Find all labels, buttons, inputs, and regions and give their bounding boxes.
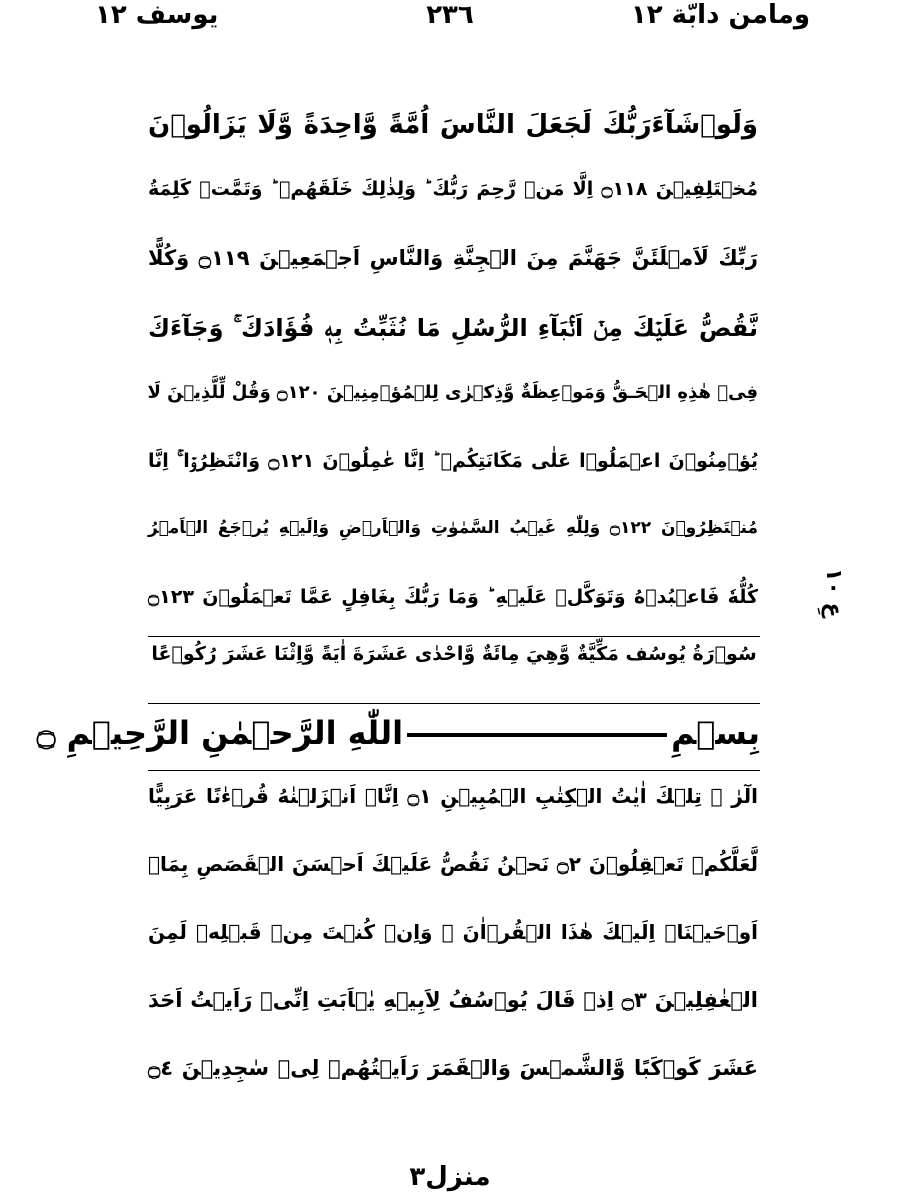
verse-line: عَشَرَ كَوۡكَبًا وَّالشَّمۡسَ وَالۡقَمَرَ رَاَيۡتُهُمۡ لِىۡ سٰجِدِيۡنَ ۝٤ [148,1056,758,1080]
bismillah [36,714,760,752]
verse-line: الۡغٰفِلِيۡنَ ۝٣ اِذۡ قَالَ يُوۡسُفُ لِاَبِيۡهِ يٰۤاَبَتِ اِنِّىۡ رَاَيۡتُ اَحَدَ [148,988,759,1012]
verse-line: اَوۡحَيۡنَاۤ اِلَيۡكَ هٰذَا الۡقُرۡاٰنَ ۖ وَاِنۡ كُنۡتَ مِنۡ قَبۡلِهٖ لَمِنَ [148,920,758,944]
verse-line: مُخۡتَلِفِيۡنَ ۝١١٨ اِلَّا مَنۡ رَّحِمَ رَبُّكَ ؕ وَلِذٰلِكَ خَلَقَهُمۡ ؕ وَتَمَّتۡ كَلِمَةُ [148,178,759,200]
surah-info: سُوۡرَةُ يُوسُف مَكِّيَّةٌ وَّهِيَ مِائَةٌ وَّاحْدٰى عَشَرَةَ اٰيَةً وَّاِثْنَا عَشَرَ رُكُوۡعًا [151,643,757,665]
verse-line: فِىۡ هٰذِهِ الۡحَـقُّ وَمَوۡعِظَةٌ وَّذِكۡرٰى لِلۡمُؤۡمِنِيۡنَ ۝١٢٠ وَقُلْ لِّلَّذِيۡنَ لَا [147,382,758,403]
surah-name: يوسف ١٢ [95,0,219,30]
divider [148,636,760,637]
bismillah-start: بِسۡمِ [671,714,760,752]
para-name: ومامن دابّة ١٢ [630,0,810,30]
verse-line: يُؤۡمِنُوۡنَ اعۡمَلُوۡا عَلٰى مَكَانَتِكُمۡ ؕ اِنَّا عٰمِلُوۡنَ ۝١٢١ وَانْتَظِرُوۡا ۚ اِنَّا [148,450,758,472]
verse-line: مُنۡتَظِرُوۡنَ ۝١٢٢ وَلِلّٰهِ غَيۡبُ السَّمٰوٰتِ وَالۡاَرۡضِ وَاِلَيۡهِ يُرۡجَعُ الۡاَمۡرُ [148,518,758,538]
verse-line: لَّعَلَّكُمۡ تَعۡقِلُوۡنَ ۝٢ نَحۡنُ نَقُصُّ عَلَيۡكَ اَحۡسَنَ الۡقَصَصِ بِمَاۤ [148,852,758,876]
bismillah-end: اللّٰهِ الرَّحۡمٰنِ الرَّحِيۡمِ ۝ [36,714,404,752]
verse-line: نَّقُصُّ عَلَيۡكَ مِنۡ اَنۡۢبَآءِ الرُّسُلِ مَا نُثَبِّتُ بِهٖ فُؤَادَكَ ۚ وَجَآءَكَ [148,314,758,342]
ruku-marker: عِ ۱۰ [821,568,846,618]
verse-line: الٓرٰ ۚ تِلۡكَ اٰيٰتُ الۡكِتٰبِ الۡمُبِيۡنِ ۝١ اِنَّاۤ اَنۡزَلۡنٰهُ قُرۡءٰنًا عَرَبِيًّا [148,784,758,808]
page-number: ٢٣٦ [426,0,474,30]
verse-line: كُلُّهٗ فَاعۡبُدۡهُ وَتَوَكَّلۡ عَلَيۡهِ ؕ وَمَا رَبُّكَ بِغَافِلٍ عَمَّا تَعۡمَلُوۡنَ ۝١٢٣ [148,586,758,608]
bismillah-stretch-bar [407,733,667,737]
manzil-marker: منزل٣ [409,1162,491,1192]
verse-line: وَلَوۡشَآءَرَبُّكَ لَجَعَلَ النَّاسَ اُمَّةً وَّاحِدَةً وَّلَا يَزَالُوۡنَ [148,110,758,140]
verse-line: رَبِّكَ لَاَمۡلَئَنَّ جَهَنَّمَ مِنَ الۡجِنَّةِ وَالنَّاسِ اَجۡمَعِيۡنَ ۝١١٩ وَكُلًّا [148,246,758,270]
divider [148,770,760,771]
divider [148,703,760,704]
